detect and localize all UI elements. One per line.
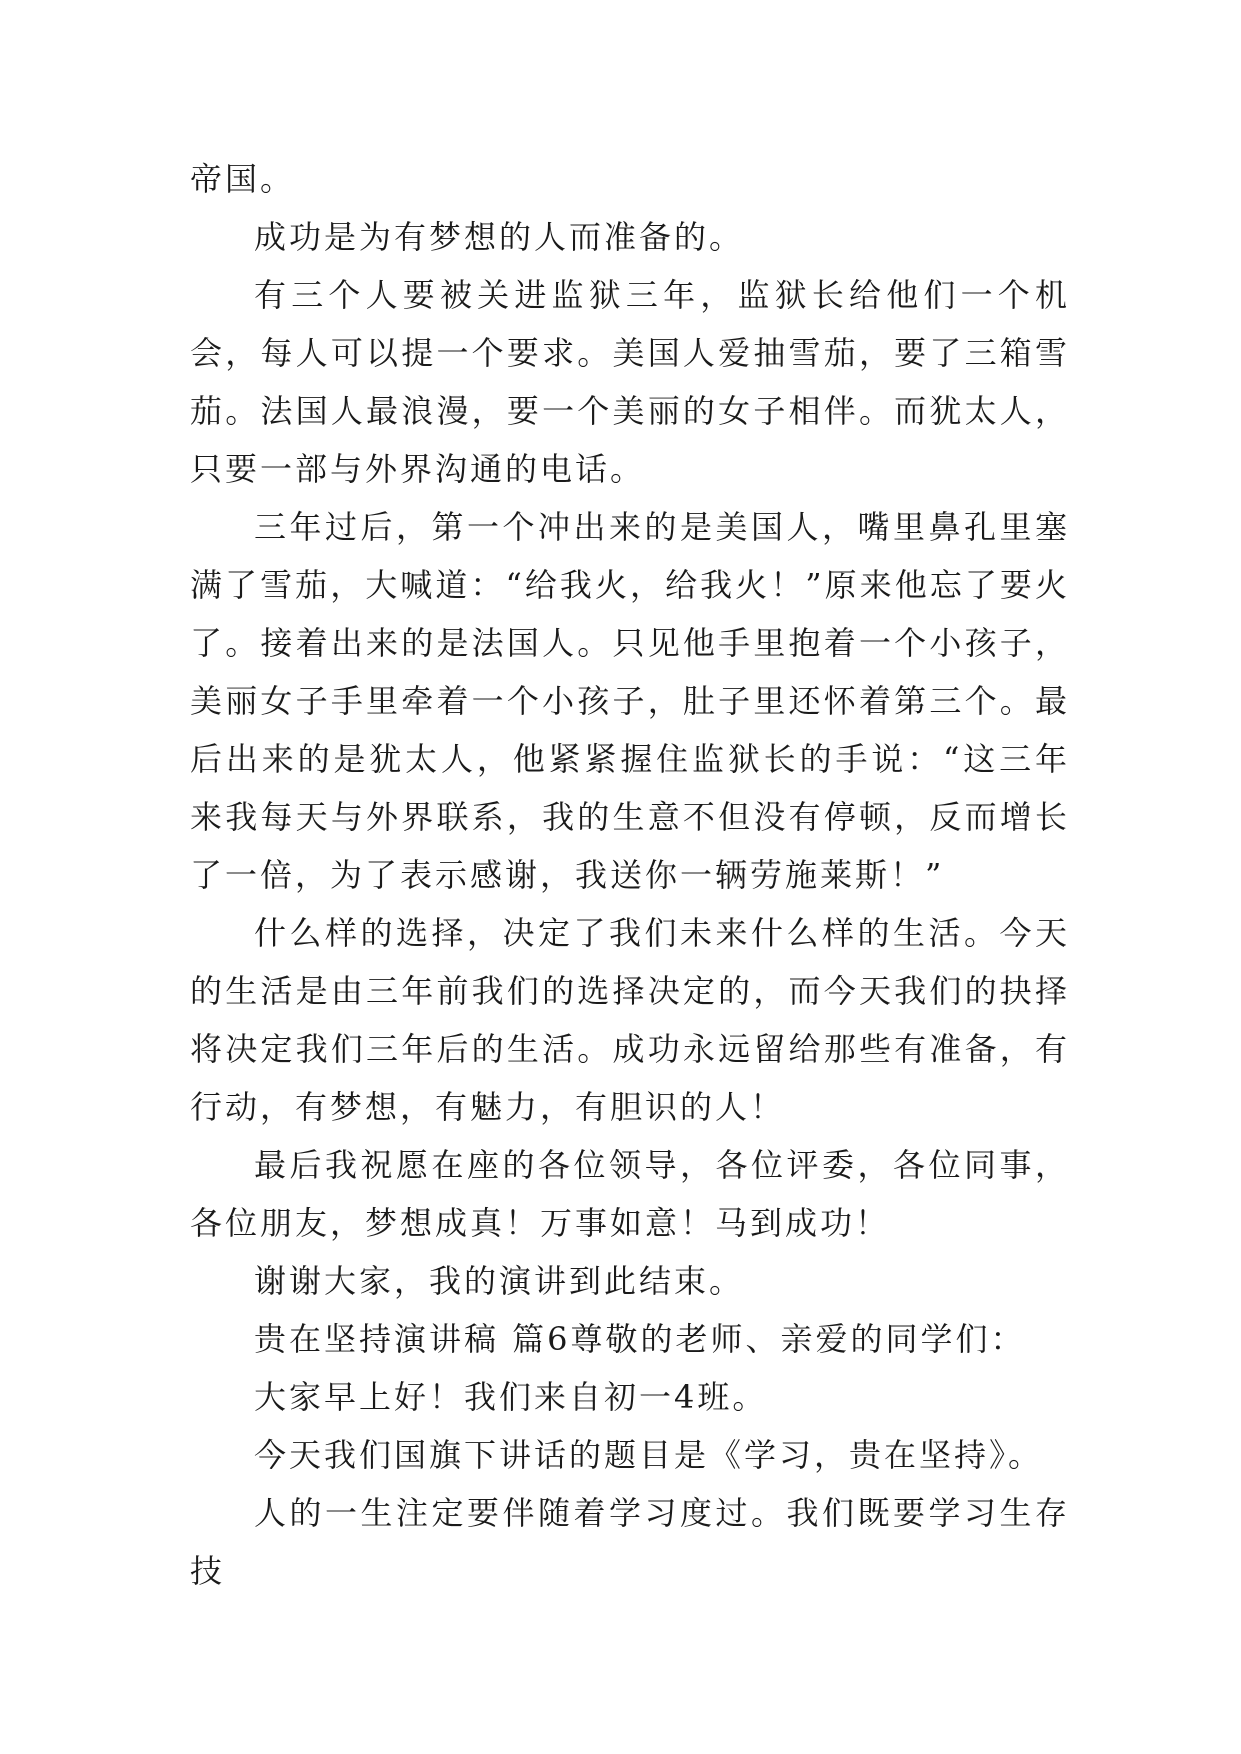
paragraph: 帝国。: [190, 160, 296, 198]
paragraph: 有三个人要被关进监狱三年，监狱长给他们一个机会，每人可以提一个要求。美国人爱抽雪茄，要了三箱雪茄。法国人最浪漫，要一个美丽的女子相伴。而犹太人，只要一部与外界沟通的电话。: [190, 276, 1070, 488]
paragraph: 大家早上好！我们来自初一4班。: [254, 1378, 768, 1416]
paragraph: 今天我们国旗下讲话的题目是《学习，贵在坚持》。: [254, 1436, 1044, 1474]
paragraph: 最后我祝愿在座的各位领导，各位评委，各位同事，各位朋友，梦想成真！万事如意！马到成功！: [190, 1146, 1070, 1242]
paragraph: 什么样的选择，决定了我们未来什么样的生活。今天的生活是由三年前我们的选择决定的，而今天我们的抉择将决定我们三年后的生活。成功永远留给那些有准备，有行动，有梦想，有魅力，有胆识的人！: [190, 914, 1070, 1126]
paragraph: 谢谢大家，我的演讲到此结束。: [254, 1262, 745, 1300]
section-heading-paragraph: 贵在坚持演讲稿 篇6尊敬的老师、亲爱的同学们：: [254, 1320, 1026, 1358]
document-body: [190, 150, 1070, 1600]
paragraph: 三年过后，第一个冲出来的是美国人，嘴里鼻孔里塞满了雪茄，大喊道：“给我火，给我火！”原来他忘了要火了。接着出来的是法国人。只见他手里抱着一个小孩子，美丽女子手里牵着一个小孩子，肚子里还怀着第三个。最后出来的是犹太人，他紧紧握住监狱长的手说：“这三年来我每天与外界联系，我的生意不但没有停顿，反而增长了一倍，为了表示感谢，我送你一辆劳施莱斯！”: [190, 508, 1070, 894]
paragraph: 人的一生注定要伴随着学习度过。我们既要学习生存技: [190, 1494, 1070, 1590]
paragraph: 成功是为有梦想的人而准备的。: [254, 218, 745, 256]
